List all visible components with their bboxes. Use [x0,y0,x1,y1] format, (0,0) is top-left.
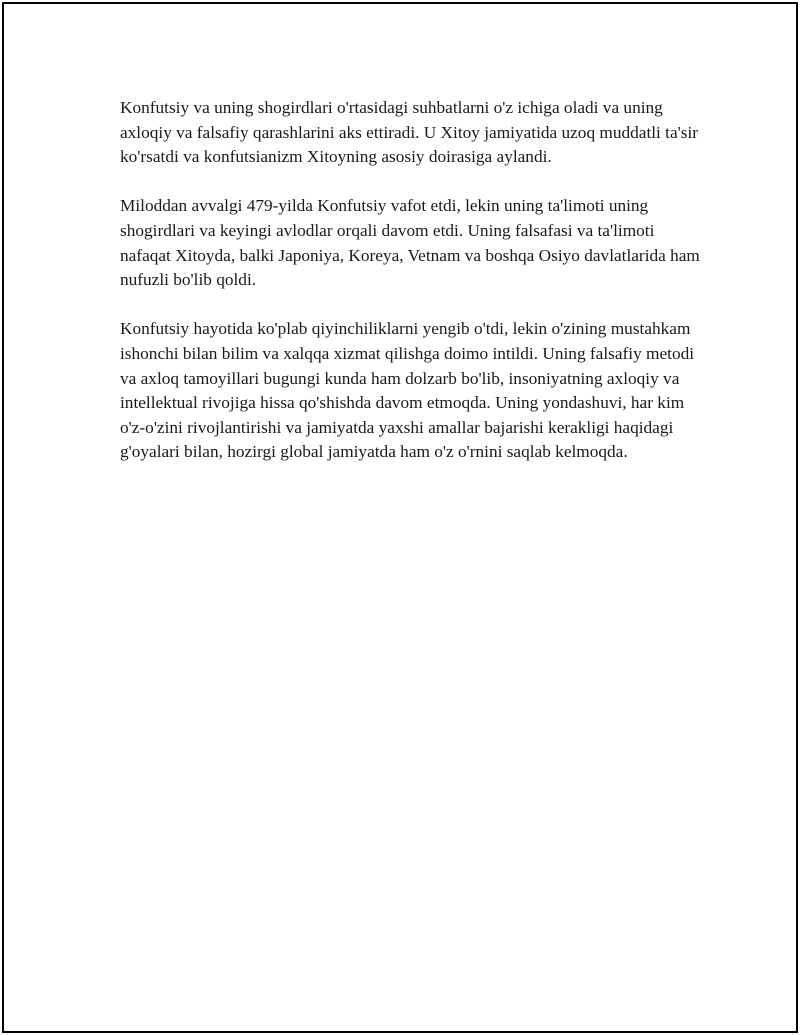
paragraph-3: Konfutsiy hayotida ko'plab qiyinchiliklarni yengib o'tdi, lekin o'zining mustahkam ishonchi bilan bilim va xalqqa xizmat qilishga doimo intildi. Uning falsafiy metodi va axloq tamoyillari bugungi kunda ham dolzarb bo'lib, insoniyatning axloqiy va intellektual rivojiga hissa qo'shishda davom etmoqda. Uning yondashuvi, har kim o'z-o'zini rivojlantirishi va jamiyatda yaxshi amallar bajarishi kerakligi haqidagi g'oyalari bilan, hozirgi global jamiyatda ham o'z o'rnini saqlab kelmoqda. [120,319,695,462]
paragraph-2: Miloddan avvalgi 479-yilda Konfutsiy vafot etdi, lekin uning ta'limoti uning shogirdlari va keyingi avlodlar orqali davom etdi. Uning falsafasi va ta'limoti nafaqat Xitoyda, balki Japoniya, Koreya, Vetnam va boshqa Osiyo davlatlarida ham nufuzli bo'lib qoldi. [120,196,700,290]
paragraph-1: Konfutsiy va uning shogirdlari o'rtasidagi suhbatlarni o'z ichiga oladi va uning axloqiy va falsafiy qarashlarini aks ettiradi. U Xitoy jamiyatida uzoq muddatli ta'sir ko'rsatdi va konfutsianizm Xitoyning asosiy doirasiga aylandi. [120,98,699,167]
document-body [120,96,700,490]
document-page [2,2,798,1033]
